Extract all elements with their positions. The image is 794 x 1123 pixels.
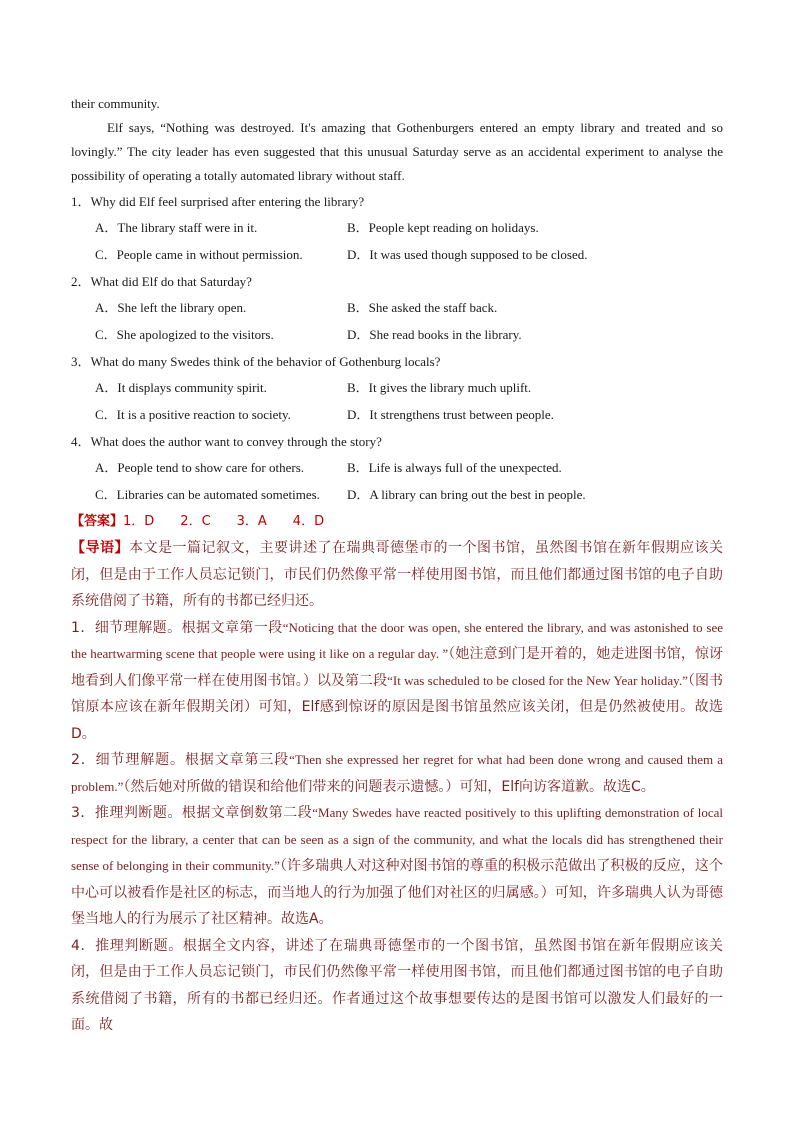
option-group (71, 374, 723, 428)
option-b: B．Life is always full of the unexpected. (347, 460, 562, 475)
option-d: D．She read books in the library. (347, 327, 522, 342)
option-group (71, 294, 723, 348)
option-a: A．It displays community spirit. (95, 380, 267, 395)
option-d: D．It strengthens trust between people. (347, 407, 554, 422)
explanation-3 (71, 800, 723, 933)
guide-text: 本文是一篇记叙文，主要讲述了在瑞典哥德堡市的一个图书馆，虽然图书馆在新年假期应该关闭，但是由于工作人员忘记锁门，市民们仍然像平常一样使用图书馆，而且他们都通过图书馆的电子自助系统借阅了书籍，所有的书都已经归还。 (71, 540, 723, 609)
explanation-text: （图书馆原本应该在新年假期关闭）可知，Elf感到惊讶的原因是图书馆虽然应该关闭，但是仍然被使用。故选D。 (71, 672, 724, 742)
page-content (71, 92, 723, 1039)
explanation-text: 4．推理判断题。根据全文内容，讲述了在瑞典哥德堡市的一个图书馆，虽然图书馆在新年假期应该关闭，但是由于工作人员忘记锁门，市民们仍然像平常一样使用图书馆，而且他们都通过图书馆的电子自助系统借阅了书籍，所有的书都已经归还。作者通过这个故事想要传达的是图书馆可以激发人们最好的一面。故 (71, 937, 723, 1033)
guide-tag: 【导语】 (71, 540, 129, 556)
explanation-quote: “Many Swedes have reacted positively to this uplifting demonstration of local respect for the library, a center that can be seen as a sign of the community, and what the locals did has strengthened their sense of belonging in their community.” (71, 805, 723, 873)
option-b: B．People kept reading on holidays. (347, 220, 539, 235)
option-group (71, 214, 723, 268)
answer-tag: 【答案】 (71, 514, 124, 529)
option-group (71, 454, 723, 508)
question-stem: 2．What did Elf do that Saturday? (71, 274, 252, 289)
question-block (71, 430, 723, 508)
question-block (71, 190, 723, 268)
option-c: C．It is a positive reaction to society. (95, 407, 291, 422)
passage-paragraph: Elf says, “Nothing was destroyed. It's amazing that Gothenburgers entered an empty library and treated and so lovingly.” The city leader has even suggested that this unusual Saturday serve as an accidental experiment to analyse the possibility of operating a totally automated library without staff. (71, 120, 723, 183)
explanation-quote: “Then she expressed her regret for what had been done wrong and caused them a problem.” (71, 752, 723, 794)
option-c: C．Libraries can be automated sometimes. (95, 487, 320, 502)
option-c: C．She apologized to the visitors. (95, 327, 274, 342)
option-a: A．She left the library open. (95, 300, 247, 315)
explanation-text: （许多瑞典人对这种对图书馆的尊重的积极示范做出了积极的反应，这个中心可以被看作是社区的标志，而当地人的行为加强了他们对社区的归属感。）可知，许多瑞典人认为哥德堡当地人的行为展示了社区精神。故选A。 (71, 858, 723, 927)
explanation-1 (71, 615, 723, 748)
explanation-quote: “It was scheduled to be closed for the New Year holiday.” (387, 672, 688, 688)
option-a: A．People tend to show care for others. (95, 460, 305, 475)
guide-paragraph (71, 535, 723, 615)
answer-text: 1．D 2．C 3．A 4．D (123, 514, 325, 529)
question-block (71, 270, 723, 348)
question-stem: 4．What does the author want to convey through the story? (71, 434, 382, 449)
explanation-text: （然后她对所做的错误和给他们带来的问题表示遗憾。）可知，Elf向访客道歉。故选C。 (123, 778, 655, 795)
passage-paragraph-tail: their community. (71, 96, 160, 111)
explanation-4 (71, 933, 723, 1039)
answer-line (71, 508, 723, 535)
explanation-2 (71, 747, 723, 800)
explanation-text: 2．细节理解题。根据文章第三段 (71, 752, 290, 768)
option-b: B．She asked the staff back. (347, 300, 498, 315)
option-c: C．People came in without permission. (95, 247, 303, 262)
option-a: A．The library staff were in it. (95, 220, 258, 235)
question-block (71, 350, 723, 428)
question-stem: 1．Why did Elf feel surprised after entering the library? (71, 194, 365, 209)
question-stem: 3．What do many Swedes think of the behavior of Gothenburg locals? (71, 354, 441, 369)
option-d: D．It was used though supposed to be closed. (347, 247, 588, 262)
explanation-text: （她注意到门是开着的，她走进图书馆，惊讶地看到人们像平常一样在使用图书馆。）以及第二段 (71, 646, 723, 689)
explanation-quote: “Noticing that the door was open, she entered the library, and was astonished to see the heartwarming scene that people were using it like on a regular day. ” (71, 619, 723, 661)
option-b: B．It gives the library much uplift. (347, 380, 532, 395)
explanation-text: 1．细节理解题。根据文章第一段 (71, 619, 283, 636)
explanation-text: 3．推理判断题。根据文章倒数第二段 (71, 805, 313, 821)
option-d: D．A library can bring out the best in people. (347, 487, 586, 502)
